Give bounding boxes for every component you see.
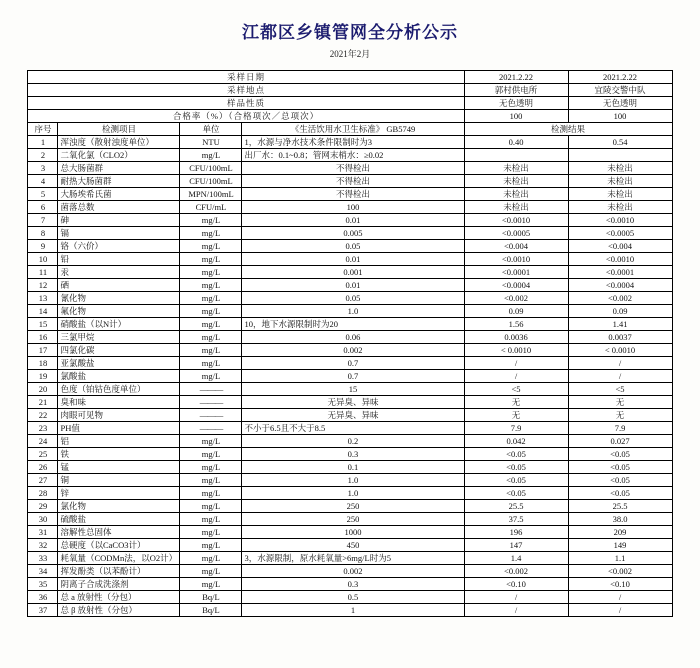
row-result-2: <0.002	[568, 565, 672, 578]
row-no: 32	[28, 539, 58, 552]
row-no: 8	[28, 227, 58, 240]
row-unit: mg/L	[180, 279, 242, 292]
header-value-date-2: 2021.2.22	[568, 71, 672, 84]
row-no: 24	[28, 435, 58, 448]
row-item: 耐热大肠菌群	[58, 175, 180, 188]
row-unit: CFU/100mL	[180, 175, 242, 188]
row-item: 氯化物	[58, 500, 180, 513]
row-no: 10	[28, 253, 58, 266]
column-header-unit: 单位	[180, 123, 242, 136]
row-no: 28	[28, 487, 58, 500]
row-unit: mg/L	[180, 227, 242, 240]
row-unit: mg/L	[180, 318, 242, 331]
table-row	[28, 383, 672, 396]
row-result-2: <0.05	[568, 461, 672, 474]
row-standard: 不小于6.5且不大于8.5	[242, 422, 464, 435]
row-unit: CFU/mL	[180, 201, 242, 214]
row-result-1: 无	[464, 409, 568, 422]
row-result-2: 38.0	[568, 513, 672, 526]
table-row	[28, 149, 672, 162]
table-row	[28, 448, 672, 461]
row-result-1: <5	[464, 383, 568, 396]
row-result-2: <5	[568, 383, 672, 396]
table-row	[28, 331, 672, 344]
row-result-2: 未检出	[568, 162, 672, 175]
table-row	[28, 500, 672, 513]
row-unit: MPN/100mL	[180, 188, 242, 201]
row-no: 17	[28, 344, 58, 357]
row-no: 2	[28, 149, 58, 162]
row-no: 25	[28, 448, 58, 461]
row-no: 18	[28, 357, 58, 370]
row-result-2: 25.5	[568, 500, 672, 513]
row-no: 1	[28, 136, 58, 149]
row-result-2: 0.09	[568, 305, 672, 318]
table-row	[28, 513, 672, 526]
column-header-standard: 《生活饮用水卫生标准》 GB5749	[242, 123, 464, 136]
row-result-1: 未检出	[464, 201, 568, 214]
row-no: 15	[28, 318, 58, 331]
row-unit: mg/L	[180, 240, 242, 253]
row-standard: 不得检出	[242, 188, 464, 201]
row-standard: 250	[242, 500, 464, 513]
row-result-2: 209	[568, 526, 672, 539]
row-item: 铜	[58, 474, 180, 487]
row-result-1: <0.002	[464, 565, 568, 578]
row-standard: 1，水源与净水技术条件限制时为3	[242, 136, 464, 149]
row-unit: mg/L	[180, 149, 242, 162]
row-standard: 0.002	[242, 344, 464, 357]
row-result-1: 37.5	[464, 513, 568, 526]
row-result-2: <0.10	[568, 578, 672, 591]
row-result-1: 1.56	[464, 318, 568, 331]
row-result-1: <0.004	[464, 240, 568, 253]
row-standard: 0.05	[242, 292, 464, 305]
row-no: 20	[28, 383, 58, 396]
column-header-no: 序号	[28, 123, 58, 136]
row-item: 总 β 放射性（分包）	[58, 604, 180, 617]
table-row	[28, 435, 672, 448]
row-unit: mg/L	[180, 526, 242, 539]
table-row	[28, 409, 672, 422]
row-standard: 1.0	[242, 305, 464, 318]
row-item: 铝	[58, 435, 180, 448]
table-row	[28, 201, 672, 214]
row-item: 锰	[58, 461, 180, 474]
row-unit: mg/L	[180, 448, 242, 461]
row-item: 二氧化氯（CLO2）	[58, 149, 180, 162]
row-standard: 1	[242, 604, 464, 617]
row-item: 氯酸盐	[58, 370, 180, 383]
table-row	[28, 214, 672, 227]
row-result-2: 未检出	[568, 175, 672, 188]
row-result-1: 0.0036	[464, 331, 568, 344]
table-row	[28, 474, 672, 487]
page-title: 江都区乡镇管网全分析公示	[242, 23, 458, 42]
row-item: 总大肠菌群	[58, 162, 180, 175]
row-standard: 0.06	[242, 331, 464, 344]
row-result-1: <0.0001	[464, 266, 568, 279]
header-value-date-1: 2021.2.22	[464, 71, 568, 84]
row-unit: mg/L	[180, 565, 242, 578]
row-item: 硒	[58, 279, 180, 292]
row-standard: 0.001	[242, 266, 464, 279]
row-result-2: < 0.0010	[568, 344, 672, 357]
table-row	[28, 253, 672, 266]
row-item: 亚氯酸盐	[58, 357, 180, 370]
row-standard: 1.0	[242, 487, 464, 500]
row-result-2: 0.0037	[568, 331, 672, 344]
row-result-2: /	[568, 591, 672, 604]
table-row	[28, 344, 672, 357]
table-row	[28, 396, 672, 409]
row-standard: 0.01	[242, 279, 464, 292]
row-no: 30	[28, 513, 58, 526]
row-result-1: 未检出	[464, 175, 568, 188]
row-unit: ———	[180, 422, 242, 435]
row-no: 3	[28, 162, 58, 175]
row-unit: mg/L	[180, 357, 242, 370]
row-item: 耗氧量（CODMn法，以O2计）	[58, 552, 180, 565]
row-item: 总硬度（以CaCO3计）	[58, 539, 180, 552]
row-result-2: 149	[568, 539, 672, 552]
row-item: 菌落总数	[58, 201, 180, 214]
header-value-property-2: 无色透明	[568, 97, 672, 110]
row-result-1: 1.4	[464, 552, 568, 565]
table-row	[28, 552, 672, 565]
table-row	[28, 539, 672, 552]
row-no: 34	[28, 565, 58, 578]
row-no: 37	[28, 604, 58, 617]
row-result-1: 7.9	[464, 422, 568, 435]
header-value-passrate-1: 100	[464, 110, 568, 123]
row-no: 7	[28, 214, 58, 227]
row-no: 9	[28, 240, 58, 253]
row-no: 13	[28, 292, 58, 305]
row-result-2: /	[568, 370, 672, 383]
row-unit: mg/L	[180, 344, 242, 357]
row-result-2: <0.0010	[568, 214, 672, 227]
row-item: 三氯甲烷	[58, 331, 180, 344]
row-result-2: /	[568, 604, 672, 617]
table-row	[28, 305, 672, 318]
row-item: 色度（铂钴色度单位）	[58, 383, 180, 396]
row-standard: 450	[242, 539, 464, 552]
row-result-1: 未检出	[464, 162, 568, 175]
row-item: 臭和味	[58, 396, 180, 409]
row-standard: 0.5	[242, 591, 464, 604]
row-item: 汞	[58, 266, 180, 279]
page-subtitle: 2021年2月	[329, 49, 371, 59]
row-item: 阴离子合成洗涤剂	[58, 578, 180, 591]
row-result-2: <0.0010	[568, 253, 672, 266]
row-no: 16	[28, 331, 58, 344]
row-unit: NTU	[180, 136, 242, 149]
row-unit: mg/L	[180, 500, 242, 513]
row-result-2: 0.027	[568, 435, 672, 448]
header-row-location	[28, 84, 672, 97]
row-unit: ———	[180, 396, 242, 409]
row-no: 6	[28, 201, 58, 214]
row-standard: 不得检出	[242, 175, 464, 188]
row-result-1: <0.0004	[464, 279, 568, 292]
row-result-2: <0.0004	[568, 279, 672, 292]
row-no: 5	[28, 188, 58, 201]
row-result-1: < 0.0010	[464, 344, 568, 357]
row-standard: 出厂水：0.1~0.8；管网末梢水：≥0.02	[242, 149, 464, 162]
table-row	[28, 461, 672, 474]
row-item: 总 a 放射性（分包）	[58, 591, 180, 604]
row-unit: mg/L	[180, 435, 242, 448]
row-result-1: 196	[464, 526, 568, 539]
row-item: 氰化物	[58, 292, 180, 305]
row-unit: Bq/L	[180, 591, 242, 604]
row-no: 21	[28, 396, 58, 409]
row-no: 14	[28, 305, 58, 318]
row-item: 铁	[58, 448, 180, 461]
table-row	[28, 526, 672, 539]
row-item: 砷	[58, 214, 180, 227]
row-standard: 0.7	[242, 357, 464, 370]
row-unit: mg/L	[180, 461, 242, 474]
row-result-1: 未检出	[464, 188, 568, 201]
row-no: 26	[28, 461, 58, 474]
row-standard: 0.3	[242, 578, 464, 591]
row-result-2	[568, 149, 672, 162]
table-row	[28, 175, 672, 188]
row-unit: mg/L	[180, 253, 242, 266]
row-standard: 0.01	[242, 214, 464, 227]
header-value-location-2: 宜陵交警中队	[568, 84, 672, 97]
row-unit: mg/L	[180, 331, 242, 344]
table-row	[28, 318, 672, 331]
row-no: 22	[28, 409, 58, 422]
row-standard: 250	[242, 513, 464, 526]
table-row	[28, 162, 672, 175]
header-label-date: 采样日期	[28, 71, 464, 84]
header-value-location-1: 郭村供电所	[464, 84, 568, 97]
table-row	[28, 227, 672, 240]
row-item: 溶解性总固体	[58, 526, 180, 539]
row-result-2: <0.0005	[568, 227, 672, 240]
row-no: 31	[28, 526, 58, 539]
row-result-2: 无	[568, 409, 672, 422]
row-no: 27	[28, 474, 58, 487]
row-unit: mg/L	[180, 539, 242, 552]
water-quality-table	[27, 70, 672, 617]
header-label-location: 采样地点	[28, 84, 464, 97]
row-standard: 0.1	[242, 461, 464, 474]
row-result-2: 7.9	[568, 422, 672, 435]
table-body	[28, 71, 672, 617]
row-result-1: <0.05	[464, 448, 568, 461]
row-standard: 1.0	[242, 474, 464, 487]
table-row	[28, 357, 672, 370]
row-unit: Bq/L	[180, 604, 242, 617]
header-value-property-1: 无色透明	[464, 97, 568, 110]
row-unit: ———	[180, 383, 242, 396]
row-item: PH值	[58, 422, 180, 435]
table-row	[28, 578, 672, 591]
header-value-passrate-2: 100	[568, 110, 672, 123]
table-row	[28, 136, 672, 149]
table-row	[28, 422, 672, 435]
table-row	[28, 370, 672, 383]
table-row	[28, 188, 672, 201]
row-result-2: /	[568, 357, 672, 370]
row-standard: 15	[242, 383, 464, 396]
row-no: 4	[28, 175, 58, 188]
row-result-2: <0.004	[568, 240, 672, 253]
row-item: 四氯化碳	[58, 344, 180, 357]
table-row	[28, 487, 672, 500]
row-result-1: /	[464, 604, 568, 617]
row-unit: mg/L	[180, 305, 242, 318]
row-unit: mg/L	[180, 266, 242, 279]
row-standard: 无异臭、异味	[242, 396, 464, 409]
row-item: 镉	[58, 227, 180, 240]
row-standard: 0.7	[242, 370, 464, 383]
row-result-2: <0.05	[568, 487, 672, 500]
header-label-property: 样品性质	[28, 97, 464, 110]
row-item: 肉眼可见物	[58, 409, 180, 422]
row-standard: 0.01	[242, 253, 464, 266]
row-result-2: <0.05	[568, 448, 672, 461]
row-item: 氟化物	[58, 305, 180, 318]
row-result-1: 0.40	[464, 136, 568, 149]
row-standard: 0.005	[242, 227, 464, 240]
row-result-1: <0.002	[464, 292, 568, 305]
row-result-1: /	[464, 370, 568, 383]
column-header-result: 检测结果	[464, 123, 672, 136]
row-standard: 不得检出	[242, 162, 464, 175]
row-unit: mg/L	[180, 370, 242, 383]
row-result-1: 0.042	[464, 435, 568, 448]
table-row	[28, 292, 672, 305]
row-standard: 无异臭、异味	[242, 409, 464, 422]
row-result-1: /	[464, 357, 568, 370]
row-result-1: <0.0005	[464, 227, 568, 240]
row-no: 29	[28, 500, 58, 513]
row-no: 23	[28, 422, 58, 435]
row-result-1: <0.05	[464, 474, 568, 487]
row-unit: ———	[180, 409, 242, 422]
row-item: 大肠埃希氏菌	[58, 188, 180, 201]
row-no: 19	[28, 370, 58, 383]
row-unit: mg/L	[180, 578, 242, 591]
row-result-1: 0.09	[464, 305, 568, 318]
row-item: 挥发酚类（以苯酚计）	[58, 565, 180, 578]
row-result-1: <0.10	[464, 578, 568, 591]
row-standard: 0.05	[242, 240, 464, 253]
table-row	[28, 266, 672, 279]
row-item: 铬（六价）	[58, 240, 180, 253]
row-result-1: /	[464, 591, 568, 604]
row-unit: mg/L	[180, 474, 242, 487]
table-row	[28, 240, 672, 253]
row-unit: mg/L	[180, 513, 242, 526]
row-result-2: 1.41	[568, 318, 672, 331]
row-no: 33	[28, 552, 58, 565]
row-no: 35	[28, 578, 58, 591]
header-row-passrate	[28, 110, 672, 123]
row-standard: 10，地下水源限制时为20	[242, 318, 464, 331]
row-unit: mg/L	[180, 552, 242, 565]
row-result-1: <0.05	[464, 461, 568, 474]
row-unit: CFU/100mL	[180, 162, 242, 175]
row-result-1: <0.05	[464, 487, 568, 500]
row-standard: 0.002	[242, 565, 464, 578]
row-result-2: <0.05	[568, 474, 672, 487]
row-result-2: 未检出	[568, 188, 672, 201]
row-result-1: <0.0010	[464, 214, 568, 227]
row-item: 硝酸盐（以N计）	[58, 318, 180, 331]
row-result-2: 0.54	[568, 136, 672, 149]
row-standard: 1000	[242, 526, 464, 539]
row-item: 锌	[58, 487, 180, 500]
row-result-2: 无	[568, 396, 672, 409]
row-result-2: <0.0001	[568, 266, 672, 279]
row-result-1	[464, 149, 568, 162]
row-unit: mg/L	[180, 292, 242, 305]
row-result-1: <0.0010	[464, 253, 568, 266]
header-row-date	[28, 71, 672, 84]
row-result-1: 147	[464, 539, 568, 552]
row-no: 12	[28, 279, 58, 292]
row-standard: 100	[242, 201, 464, 214]
row-unit: mg/L	[180, 214, 242, 227]
column-header-row	[28, 123, 672, 136]
header-row-property	[28, 97, 672, 110]
row-item: 铅	[58, 253, 180, 266]
header-label-passrate: 合格率（%）（合格项次／总项次）	[28, 110, 464, 123]
row-item: 浑浊度（散射浊度单位）	[58, 136, 180, 149]
row-result-2: <0.002	[568, 292, 672, 305]
row-standard: 3，水源限制，原水耗氧量>6mg/L时为5	[242, 552, 464, 565]
row-no: 36	[28, 591, 58, 604]
row-result-1: 25.5	[464, 500, 568, 513]
row-unit: mg/L	[180, 487, 242, 500]
row-standard: 0.3	[242, 448, 464, 461]
row-result-2: 未检出	[568, 201, 672, 214]
column-header-item: 检测项目	[58, 123, 180, 136]
table-row	[28, 565, 672, 578]
table-row	[28, 591, 672, 604]
row-no: 11	[28, 266, 58, 279]
row-result-2: 1.1	[568, 552, 672, 565]
table-row	[28, 279, 672, 292]
row-standard: 0.2	[242, 435, 464, 448]
table-row	[28, 604, 672, 617]
row-item: 硫酸盐	[58, 513, 180, 526]
row-result-1: 无	[464, 396, 568, 409]
